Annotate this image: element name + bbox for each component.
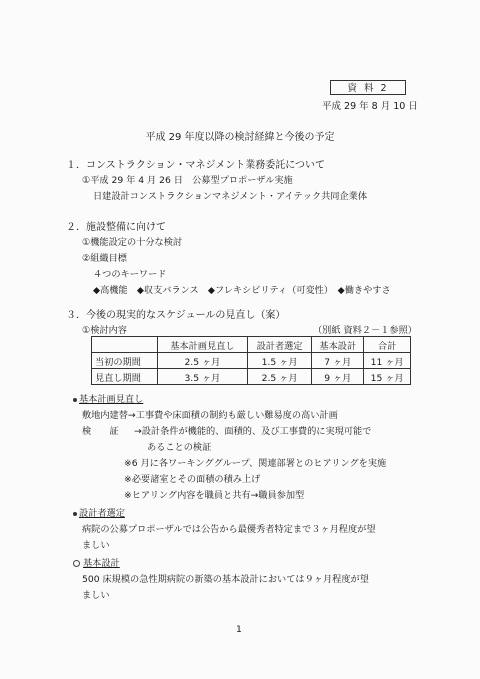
table-cell: 2.5 ヶ月: [158, 353, 248, 369]
table-header-row: [92, 337, 411, 353]
basic-plan-line1: 敷地内建替→工事費や床面積の制約も厳しい難易度の高い計画: [82, 410, 338, 421]
table-cell: 11 ヶ月: [364, 353, 411, 369]
table-cell: 3.5 ヶ月: [158, 369, 248, 385]
section2-item1: ①機能設定の十分な検討: [82, 237, 183, 248]
basic-plan-title: 基本計画見直し: [79, 394, 144, 405]
basic-design-line2: ましい: [82, 590, 110, 601]
section1-line2: 日建設計コンストラクションマネジメント・アイテック共同企業体: [93, 191, 368, 202]
keywords-label: ４つのキーワード: [93, 269, 167, 280]
table-cell: 9 ヶ月: [312, 369, 364, 385]
basic-plan-line3: あることの検証: [147, 442, 212, 453]
basic-plan-note2: ※必要諸室とその面積の積み上げ: [124, 474, 261, 485]
designer-selection-line2: ましい: [82, 540, 110, 551]
keywords-list: ◆高機能 ◆収支バランス ◆フレキシビリティ（可変性） ◆働きやすさ: [93, 285, 391, 296]
table-header-cell: 合計: [364, 337, 411, 353]
bullet-dot-icon: [73, 512, 77, 516]
designer-selection-heading: [73, 505, 125, 519]
table-row-label: 見直し期間: [92, 369, 158, 385]
designer-selection-line1: 病院の公募プロポーザルでは公告から最優秀者特定まで３ヶ月程度が望: [82, 524, 376, 535]
basic-plan-heading: [73, 391, 143, 405]
table-cell: 7 ヶ月: [312, 353, 364, 369]
table-header-cell: 設計者選定: [247, 337, 312, 353]
basic-plan-line2: →設計条件が機能的、面積的、及び工事費的に実現可能で: [134, 426, 372, 437]
verify-label: 検 証: [82, 426, 119, 437]
basic-plan-note1: ※6 月に各ワーキンググループ、関連部署とのヒアリングを実施: [124, 458, 387, 469]
section1-line1: ①平成 29 年 4 月 26 日 公募型プロポーザル実施: [82, 175, 293, 186]
table-row: [92, 369, 411, 385]
section2-item2: ②組織目標: [82, 253, 127, 264]
table-header-cell: 基本計画見直し: [158, 337, 248, 353]
designer-selection-title: 設計者選定: [79, 508, 125, 519]
section3-sub1: ①検討内容: [82, 325, 127, 336]
schedule-table: [91, 336, 411, 385]
page-number: 1: [236, 624, 242, 635]
table-cell: 1.5 ヶ月: [247, 353, 312, 369]
basic-design-heading: [73, 555, 120, 569]
document-title: 平成 29 年度以降の検討経緯と今後の予定: [145, 132, 335, 143]
section2-heading: ２．施設整備に向けて: [66, 222, 166, 233]
section1-heading: １．コンストラクション・マネジメント業務委託について: [66, 160, 325, 171]
basic-design-title: 基本設計: [83, 558, 120, 569]
table-header-cell: [92, 337, 158, 353]
basic-plan-note3: ※ヒアリング内容を職員と共有→職員参加型: [124, 490, 305, 501]
document-label-box: 資 料 2: [330, 80, 406, 95]
table-cell: 2.5 ヶ月: [247, 369, 312, 385]
document-date: 平成 29 年 8 月 10 日: [322, 101, 418, 112]
circle-mark-icon: [73, 560, 80, 567]
section3-heading: ３．今後の現実的なスケジュールの見直し（案）: [66, 310, 286, 321]
table-cell: 15 ヶ月: [364, 369, 411, 385]
basic-design-line1: 500 床規模の急性期病院の新築の基本設計においては９ヶ月程度が望: [82, 574, 369, 585]
table-header-cell: 基本設計: [312, 337, 364, 353]
table-row-label: 当初の期間: [92, 353, 158, 369]
reference-note: （別紙 資料２－１参照）: [313, 325, 417, 336]
table-row: [92, 353, 411, 369]
bullet-dot-icon: [73, 398, 77, 402]
